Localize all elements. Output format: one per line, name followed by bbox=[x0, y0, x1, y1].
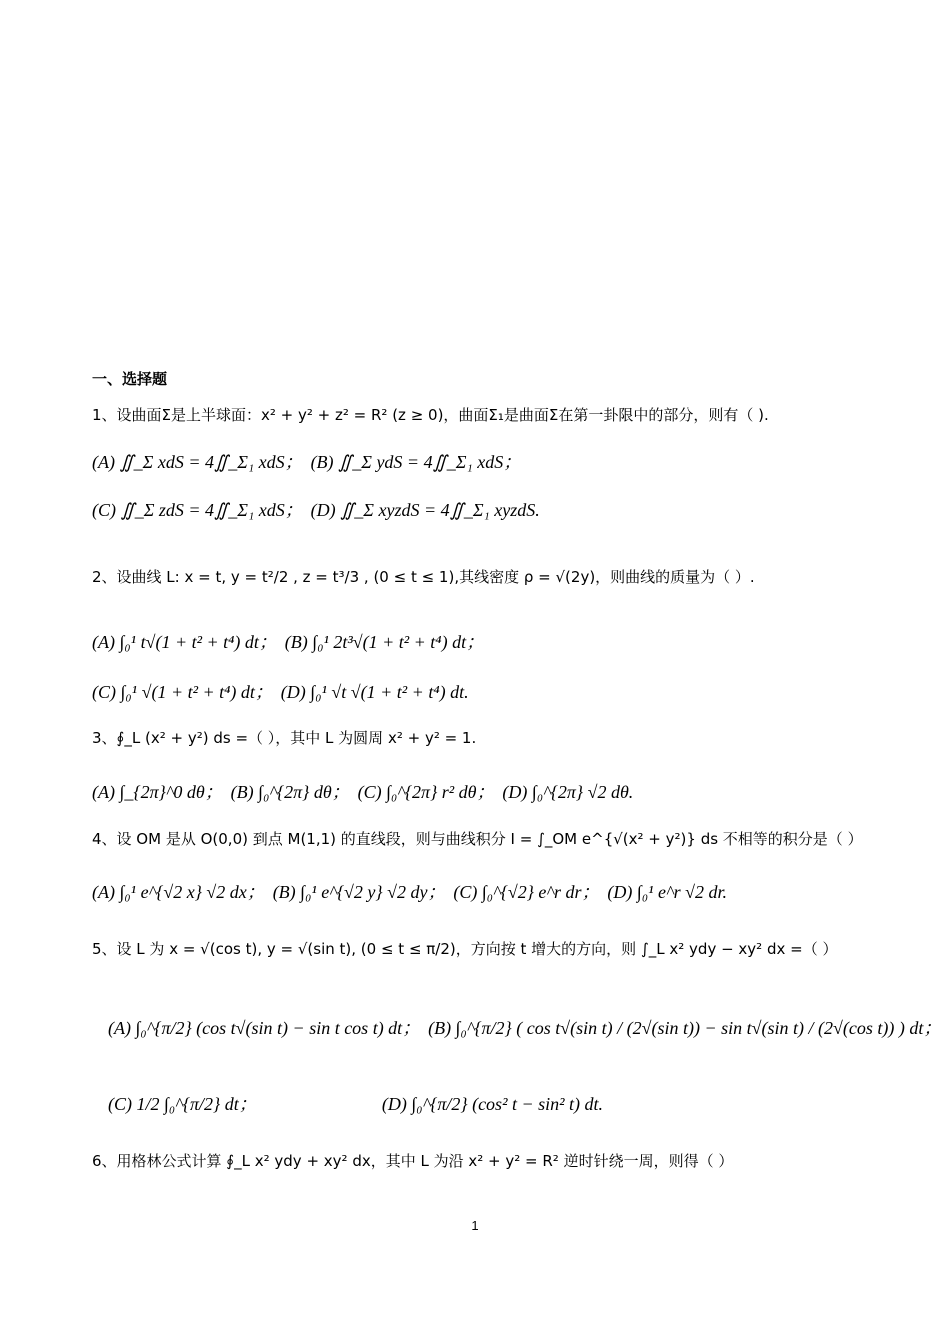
question-2-stem: 2、设曲线 L: x = t, y = t²/2 , z = t³/3 , (0 ≤ t ≤ 1),其线密度 ρ = √(2y)，则曲线的质量为（ ）. bbox=[92, 568, 755, 586]
question-5-option-c: (C) 1/2 ∫₀^{π/2} dt； bbox=[108, 1094, 257, 1114]
question-5-options-row-2 bbox=[108, 1090, 950, 1116]
question-1-option-b: (B) ∬_Σ ydS = 4∬_Σ₁ xdS； bbox=[310, 452, 522, 472]
question-5-option-b: (B) ∫₀^{π/2} ( cos t√(sin t) / (2√(sin t)) − sin t√(sin t) / (2√(cos t)) ) dt； bbox=[428, 1018, 942, 1038]
question-3-option-d: (D) ∫₀^{2π} √2 dθ. bbox=[502, 782, 634, 802]
question-4-option-c: (C) ∫₀^{√2} e^r dr； bbox=[453, 882, 600, 902]
question-3-option-b: (B) ∫₀^{2π} dθ； bbox=[230, 782, 350, 802]
question-1-options-row-2 bbox=[92, 496, 950, 522]
question-5-stem: 5、设 L 为 x = √(cos t), y = √(sin t), (0 ≤ t ≤ π/2)，方向按 t 增大的方向，则 ∫_L x² ydy − xy² dx =（ ） bbox=[92, 940, 838, 958]
question-4-stem: 4、设 OM 是从 O(0,0) 到点 M(1,1) 的直线段，则与曲线积分 I = ∫_OM e^{√(x² + y²)} ds 不相等的积分是（ ） bbox=[92, 830, 863, 848]
question-4-options-row bbox=[92, 878, 950, 904]
question-3-options-row bbox=[92, 778, 950, 804]
question-3-option-a: (A) ∫_{2π}^0 dθ； bbox=[92, 782, 223, 802]
question-5-option-a: (A) ∫₀^{π/2} (cos t√(sin t) − sin t cos t) dt； bbox=[108, 1018, 421, 1038]
question-4-option-d: (D) ∫₀¹ e^r √2 dr. bbox=[607, 882, 727, 902]
question-4-option-b: (B) ∫₀¹ e^{√2 y} √2 dy； bbox=[272, 882, 446, 902]
question-2-option-a: (A) ∫₀¹ t√(1 + t² + t⁴) dt； bbox=[92, 632, 277, 652]
question-5-option-d: (D) ∫₀^{π/2} (cos² t − sin² t) dt. bbox=[381, 1094, 604, 1114]
question-3-option-c: (C) ∫₀^{2π} r² dθ； bbox=[357, 782, 495, 802]
question-2-options-row-2 bbox=[92, 678, 950, 704]
question-1-option-c: (C) ∬_Σ zdS = 4∬_Σ₁ xdS； bbox=[92, 500, 303, 520]
question-2-option-b: (B) ∫₀¹ 2t³√(1 + t² + t⁴) dt； bbox=[284, 632, 485, 652]
question-4-option-a: (A) ∫₀¹ e^{√2 x} √2 dx； bbox=[92, 882, 265, 902]
section-title: 一、选择题 bbox=[92, 370, 168, 388]
question-2-option-d: (D) ∫₀¹ √t √(1 + t² + t⁴) dt. bbox=[280, 682, 469, 702]
question-1-options-row-1 bbox=[92, 448, 950, 474]
question-2-options-row-1 bbox=[92, 628, 950, 654]
question-5-options-row-1 bbox=[108, 1014, 950, 1040]
question-1-option-a: (A) ∬_Σ xdS = 4∬_Σ₁ xdS； bbox=[92, 452, 303, 472]
question-3-stem: 3、∮_L (x² + y²) ds =（ ），其中 L 为圆周 x² + y² = 1. bbox=[92, 729, 477, 747]
question-1-option-d: (D) ∬_Σ xyzdS = 4∬_Σ₁ xyzdS. bbox=[310, 500, 540, 520]
page-number: 1 bbox=[471, 1218, 479, 1233]
question-6-stem: 6、用格林公式计算 ∮_L x² ydy + xy² dx，其中 L 为沿 x² + y² = R² 逆时针绕一周，则得（ ） bbox=[92, 1152, 734, 1170]
question-2-option-c: (C) ∫₀¹ √(1 + t² + t⁴) dt； bbox=[92, 682, 273, 702]
question-1-stem: 1、设曲面Σ是上半球面：x² + y² + z² = R² (z ≥ 0)，曲面Σ₁是曲面Σ在第一卦限中的部分，则有（ ). bbox=[92, 406, 769, 424]
